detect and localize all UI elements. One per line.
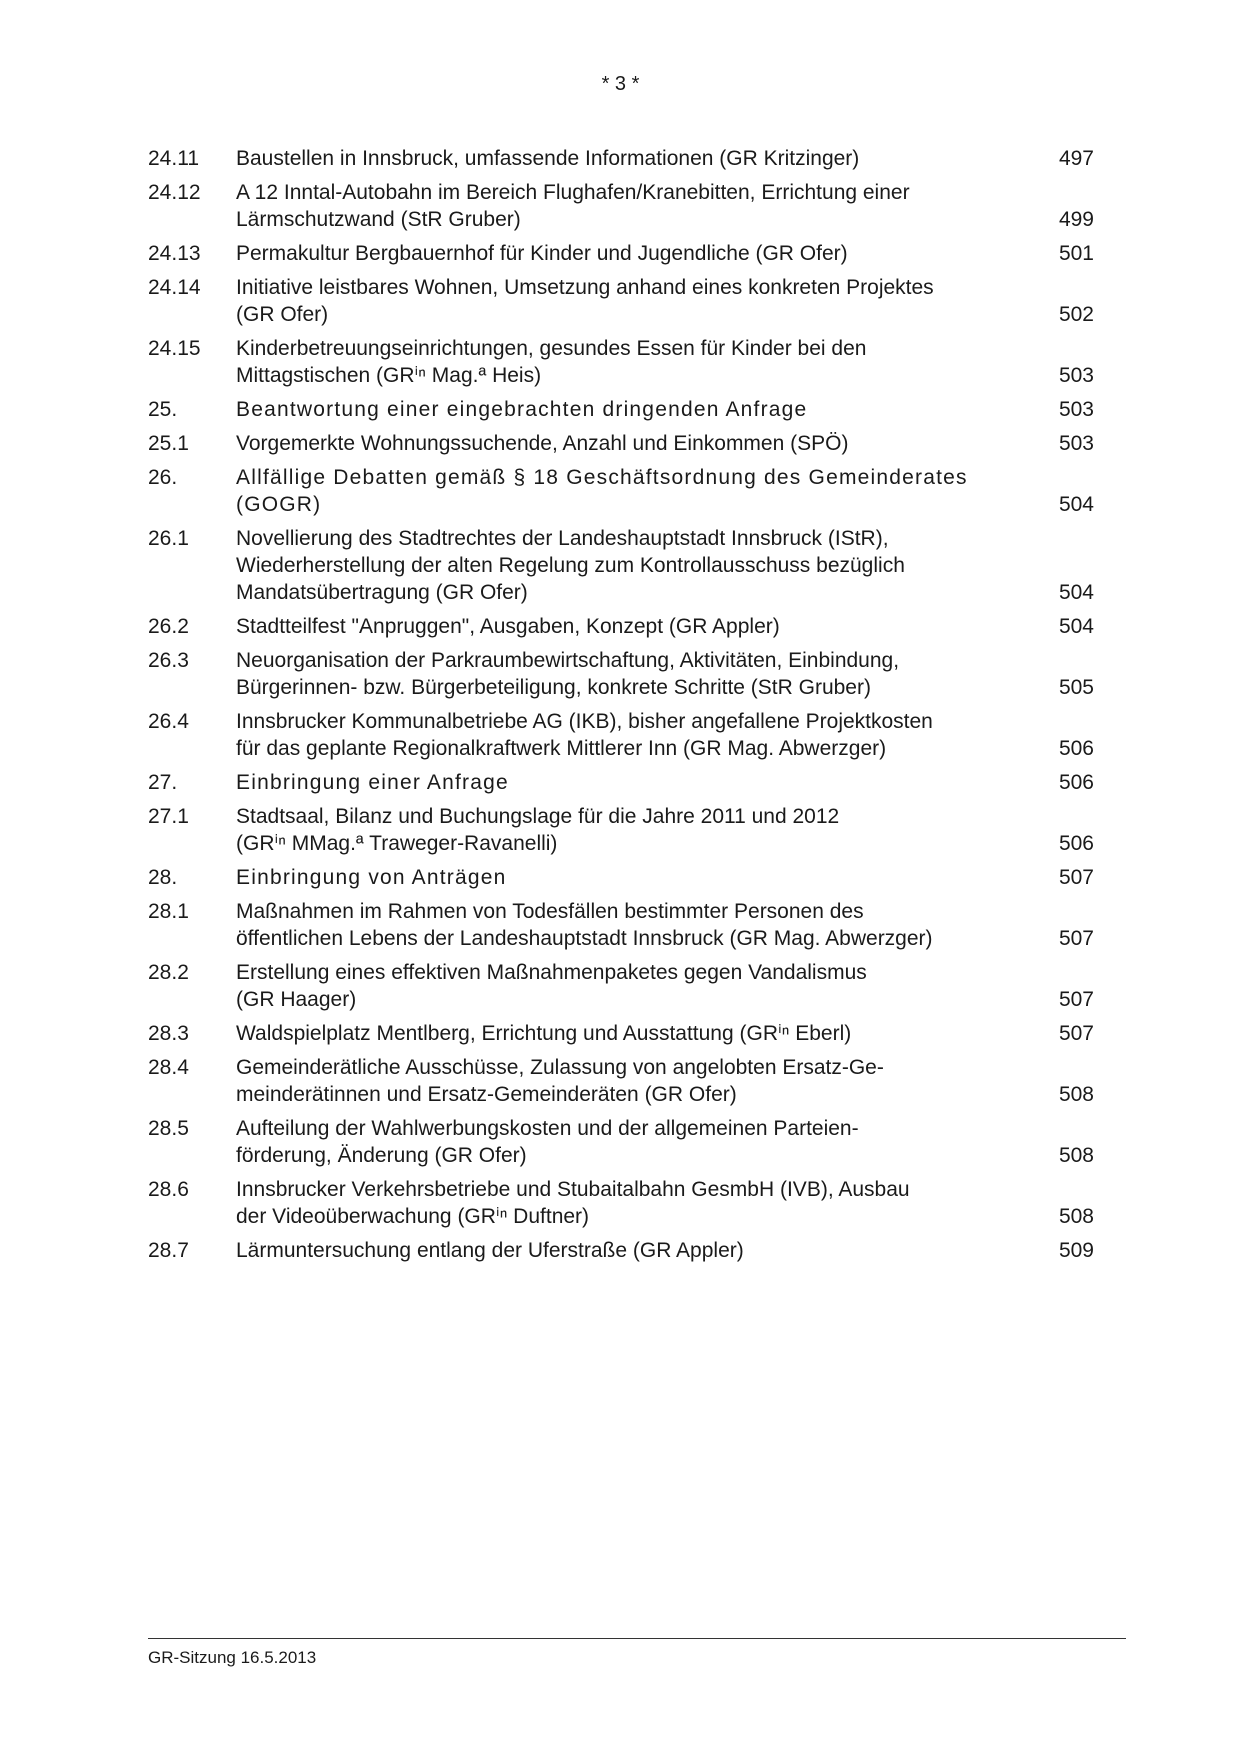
toc-entry [148,803,1094,857]
toc-entry-title [236,1054,1006,1108]
toc-entry-number: 25. [148,398,178,421]
toc-entry-title [236,464,1006,518]
toc-entry-page: 502 [1058,303,1094,326]
toc-entry-title-line: Maßnahmen im Rahmen von Todesfällen bestimmter Personen des [236,900,864,923]
toc-entry-title [236,1176,1006,1230]
toc-entry [148,864,1094,891]
toc-entry-page: 503 [1058,432,1094,455]
toc-entry-number: 28.6 [148,1178,189,1201]
toc-entry-title-line: (GOGR) [236,493,322,516]
toc-entry-number: 28.7 [148,1239,189,1262]
toc-entry-page: 507 [1058,866,1094,889]
toc-entry-title-line: Lärmschutzwand (StR Gruber) [236,208,521,231]
toc-entry [148,647,1094,701]
toc-entry-title [236,1237,1006,1264]
toc-entry-number: 26.2 [148,615,189,638]
toc-entry [148,769,1094,796]
toc-entry [148,1054,1094,1108]
toc-entry-page: 508 [1058,1144,1094,1167]
toc-entry-title-line: Lärmuntersuchung entlang der Uferstraße (GR Appler) [236,1239,744,1262]
toc-entry-title-line: meinderätinnen und Ersatz-Gemeinderäten (GR Ofer) [236,1083,737,1106]
toc-entry-page: 501 [1058,242,1094,265]
toc-entry [148,959,1094,1013]
toc-entry-title-line: Initiative leistbares Wohnen, Umsetzung anhand eines konkreten Projektes [236,276,934,299]
toc-entry [148,396,1094,423]
toc-entry-page: 507 [1058,927,1094,950]
toc-entry [148,335,1094,389]
toc-entry-number: 24.13 [148,242,201,265]
toc-entry-number: 27.1 [148,805,189,828]
toc-entry-number: 24.11 [148,147,199,170]
toc-entry [148,898,1094,952]
toc-entry-title-line: (GRⁱⁿ MMag.ª Traweger-Ravanelli) [236,832,558,855]
toc-entry-number: 28.5 [148,1117,189,1140]
toc-entry-page: 509 [1058,1239,1094,1262]
toc-entry-title [236,145,1006,172]
toc-entry-title-line: für das geplante Regionalkraftwerk Mittlerer Inn (GR Mag. Abwerzger) [236,737,887,760]
toc-entry-number: 24.15 [148,337,201,360]
toc-entry-number: 26.1 [148,527,189,550]
toc-entry-title-line: Permakultur Bergbauernhof für Kinder und Jugendliche (GR Ofer) [236,242,848,265]
toc-entry-title [236,803,1006,857]
toc-entry-page: 503 [1058,364,1094,387]
toc-entry-number: 28. [148,866,178,889]
toc-entry-page: 504 [1058,581,1094,604]
toc-entry-page: 507 [1058,988,1094,1011]
toc-entry-title [236,708,1006,762]
toc-entry-title-line: (GR Ofer) [236,303,329,326]
toc-entry [148,145,1094,172]
toc-entry-page: 506 [1058,832,1094,855]
toc-entry-number: 28.3 [148,1022,189,1045]
toc-entry-title [236,525,1006,606]
toc-entry [148,1020,1094,1047]
toc-entry [148,464,1094,518]
toc-entry-number: 26. [148,466,178,489]
toc-entry-page: 499 [1058,208,1094,231]
page-number: * 3 * [601,73,640,95]
toc-entry-title [236,1115,1006,1169]
toc-entry [148,179,1094,233]
toc-entry-title-line: Mittagstischen (GRⁱⁿ Mag.ª Heis) [236,364,542,387]
toc-entry-title-line: Innsbrucker Verkehrsbetriebe und Stubaitalbahn GesmbH (IVB), Ausbau [236,1178,910,1201]
toc-entry-title-line: Stadtteilfest "Anpruggen", Ausgaben, Konzept (GR Appler) [236,615,780,638]
toc-entry-title [236,274,1006,328]
toc-entry-title-line: Kinderbetreuungseinrichtungen, gesundes Essen für Kinder bei den [236,337,867,360]
toc-entry-title-line: Waldspielplatz Mentlberg, Errichtung und Ausstattung (GRⁱⁿ Eberl) [236,1022,852,1045]
toc-entry-title-line: Aufteilung der Wahlwerbungskosten und der allgemeinen Parteien- [236,1117,859,1140]
toc-entry [148,525,1094,606]
toc-entry-title-line: Einbringung von Anträgen [236,866,507,889]
toc-entry [148,1237,1094,1264]
toc-entry [148,1176,1094,1230]
toc-entry-page: 504 [1058,615,1094,638]
toc-entry [148,240,1094,267]
toc-entry-title-line: Vorgemerkte Wohnungssuchende, Anzahl und Einkommen (SPÖ) [236,432,849,455]
toc-entry-page: 508 [1058,1205,1094,1228]
toc-entry-title [236,898,1006,952]
toc-entry-title-line: öffentlichen Lebens der Landeshauptstadt Innsbruck (GR Mag. Abwerzger) [236,927,933,950]
toc-entry-title-line: Innsbrucker Kommunalbetriebe AG (IKB), bisher angefallene Projektkosten [236,710,933,733]
toc-entry-title [236,1020,1006,1047]
toc-entry-page: 503 [1058,398,1094,421]
toc-entry-number: 28.2 [148,961,189,984]
toc-entry-number: 28.4 [148,1056,189,1079]
toc-entry-title-line: Novellierung des Stadtrechtes der Landeshauptstadt Innsbruck (IStR), [236,527,889,550]
toc-entry [148,708,1094,762]
toc-entry-page: 507 [1058,1022,1094,1045]
toc-entry [148,274,1094,328]
toc-entry-title-line: (GR Haager) [236,988,357,1011]
toc-entry-number: 26.3 [148,649,189,672]
toc-entry-title-line: Mandatsübertragung (GR Ofer) [236,581,528,604]
footer-divider [148,1638,1126,1639]
toc-entry-number: 24.12 [148,181,201,204]
toc-entry-page: 506 [1058,737,1094,760]
toc-entry-title [236,179,1006,233]
toc-entry-title-line: A 12 Inntal-Autobahn im Bereich Flughafen/Kranebitten, Errichtung einer [236,181,910,204]
toc-entry-page: 508 [1058,1083,1094,1106]
footer-text: GR-Sitzung 16.5.2013 [148,1648,317,1667]
toc-entry-title-line: Allfällige Debatten gemäß § 18 Geschäftsordnung des Gemeinderates [236,466,968,489]
toc-entry-title-line: der Videoüberwachung (GRⁱⁿ Duftner) [236,1205,590,1228]
toc-entry-title [236,769,1006,796]
toc-entry-page: 506 [1058,771,1094,794]
toc-entry-title-line: Beantwortung einer eingebrachten dringenden Anfrage [236,398,808,421]
toc-entry-title [236,335,1006,389]
toc-entry-number: 25.1 [148,432,189,455]
toc-entry [148,1115,1094,1169]
table-of-contents [148,145,1094,1271]
toc-entry-page: 504 [1058,493,1094,516]
toc-entry-number: 28.1 [148,900,189,923]
toc-entry-title-line: Stadtsaal, Bilanz und Buchungslage für die Jahre 2011 und 2012 [236,805,840,828]
toc-entry-number: 26.4 [148,710,189,733]
toc-entry-title [236,396,1006,423]
toc-entry-title-line: Baustellen in Innsbruck, umfassende Informationen (GR Kritzinger) [236,147,860,170]
toc-entry-title-line: Wiederherstellung der alten Regelung zum Kontrollausschuss bezüglich [236,554,905,577]
toc-entry-number: 27. [148,771,178,794]
toc-entry-title-line: Einbringung einer Anfrage [236,771,509,794]
toc-entry-title-line: Erstellung eines effektiven Maßnahmenpaketes gegen Vandalismus [236,961,867,984]
toc-entry-number: 24.14 [148,276,201,299]
toc-entry-title [236,864,1006,891]
toc-entry-title [236,430,1006,457]
toc-entry-title [236,240,1006,267]
toc-entry [148,430,1094,457]
toc-entry-title [236,647,1006,701]
toc-entry-title-line: Bürgerinnen- bzw. Bürgerbeteiligung, konkrete Schritte (StR Gruber) [236,676,871,699]
toc-entry-title-line: Gemeinderätliche Ausschüsse, Zulassung von angelobten Ersatz-Ge- [236,1056,884,1079]
toc-entry-title [236,613,1006,640]
toc-entry-page: 505 [1058,676,1094,699]
toc-entry-title-line: förderung, Änderung (GR Ofer) [236,1144,527,1167]
toc-entry-page: 497 [1058,147,1094,170]
toc-entry-title [236,959,1006,1013]
toc-entry-title-line: Neuorganisation der Parkraumbewirtschaftung, Aktivitäten, Einbindung, [236,649,900,672]
toc-entry [148,613,1094,640]
